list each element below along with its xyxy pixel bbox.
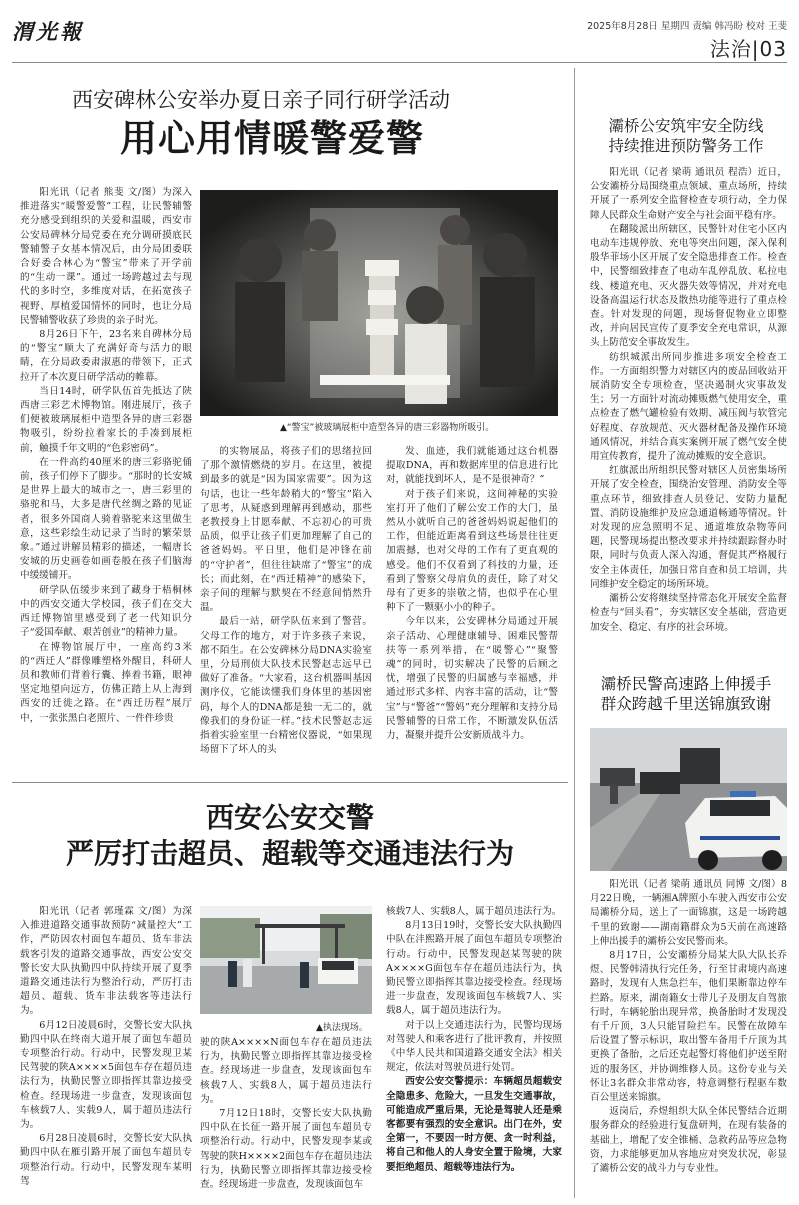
paragraph: 7月12日18时，交警长安大队执勤四中队在长征一路开展了面包车超员专项整治行动。行动中，民警发现李某或驾驶的陕H××××2面包车存在超员违法行为，执勤民警立即指挥其靠边接受检查。经现场进一步盘查，发现该面包车 [200, 1108, 372, 1191]
paragraph: 返岗后，乔煜组织大队全体民警结合近期服务群众的经验进行复盘研判，在现有装备的基础上，增配了安全锥桶、急救药品等应急物资，力求能够更加从容地应对突发状况，彰显了灞桥公安的战斗力与专业性。 [590, 1106, 787, 1175]
main-col2 [200, 445, 372, 765]
column-divider [574, 68, 575, 1198]
paragraph: 纺织城派出所同步推进多项安全检查工作。一方面组织警力对辖区内的废品回收站开展消防安全专项检查，坚决遏制火灾事故发生；另一方面针对流动摊贩燃气使用安全，重点检查了燃气罐检验有效期、减压阀与软管完好程度、存放规范、灭火器材配备及操作环境通风情况，并结合真实案例开展了燃气安全使用宣传教育，提升了流动摊贩的安全意识。 [590, 351, 787, 463]
paragraph: 8月17日，公安灞桥分局某大队大队长乔煜、民警韩清执行完任务，行至甘肃境内高速路时，发现有人焦急拦车，他们果断靠边停车拦路。原来，湖南籍女士带儿子及朋友自驾旅行时，车辆轮胎出现异常，换备胎时才发现没有千斤顶，3人只能冒险拦车。民警在故障车后设置了警示标识，取出警车备用千斤顶为其更换了备胎，之后还克起警灯将他们护送至附近的服务区，并协调维修人员。这份专业与关怀让3名群众非常动容，特意调整行程驱车数百公里送来锦旗。 [590, 950, 787, 1104]
section-label: 法治|03 [709, 37, 787, 61]
paragraph: 阳光讯（记者 梁萌 通讯员 程浩）近日，公安灞桥分局围绕重点领域、重点场所，持续开展了一系列安全监督检查专项行动，全力保障人民群众生命财产安全与社会面平稳有序。 [590, 167, 787, 221]
paragraph: 8月13日19时，交警长安大队执勤四中队在沣熙路开展了面包车超员专项整治行动。行动中，民警发现赵某驾驶的陕A××××G面包车存在超员违法行为，执勤民警立即指挥其靠边接受检查。经现场进一步盘查，发现该面包车核载7人、实载8人，属于超员违法行为。 [386, 920, 562, 1017]
headline-line: 持续推进预防警务工作 [608, 137, 764, 155]
main-kicker: 西安碑林公安举办夏日亲子同行研学活动 [72, 88, 450, 112]
museum-photo-caption: ▲“警宝”被玻璃展柜中造型各异的唐三彩器物所吸引。 [280, 423, 495, 433]
paragraph: 核载7人、实载8人，属于超员违法行为。 [386, 906, 562, 917]
paragraph: 6月12日凌晨6时，交警长安大队执勤四中队在终南大道开展了面包车超员专项整治行动。行动中，民警发现卫某民驾驶的陕A××××5面包车存在超员违法行为，执勤民警立即指挥其靠边接受检查。经现场进一步盘查，发现该面包车核载7人、实载9人，属于超员违法行为。 [20, 1019, 192, 1131]
paragraph: 8月26日下午，23名来自碑林分局的“警宝”顺大了充满好奇与活力的眼睛，在分局政委肃淑惠的带领下，正式拉开了本次夏日研学活动的帷幕。 [20, 329, 192, 383]
paragraph: 红旗派出所组织民警对辖区人员密集场所开展了安全检查，围绕治安管理、消防安全等重点环节，细致排查人员登记、安防力量配置、消防设施维护及应急通道畅通等情况。针对发现的应急照明不足、通道堆放杂物等问题，民警现场提出整改要求并持续跟踪督办时限，同时与负责人深入沟通，督促其严格履行安全主体责任，加强日常自查和员工培训，共同维护安全稳定的场所环境。 [590, 465, 787, 590]
side-top-headline [586, 116, 786, 156]
enforcement-photo [200, 906, 372, 1014]
traffic-col2 [200, 1036, 372, 1196]
paragraph: 当日14时，研学队伍首先抵达了陕西唐三彩艺术博物馆。刚进展厅，孩子们便被玻璃展柜中造型各异的唐三彩器物吸引，纷纷拉着家长的手凑到展柜前，触摸千年文明的“色彩密码”。 [20, 385, 192, 454]
headline-line: 灞桥民警高速路上伸援手 [600, 675, 772, 693]
enforcement-photo-caption: ▲执法现场。 [316, 1023, 368, 1033]
main-col1 [20, 186, 192, 766]
issue-info: 2025年8月28日 星期四 责编 韩冯盼 校对 王斐 [587, 21, 787, 32]
paragraph: 灞桥公安将继续坚持常态化开展安全监督检查与“回头看”，夯实辖区安全基础，营造更加安全、稳定、有序的社会环境。 [590, 593, 787, 633]
paragraph: 对于以上交通违法行为，民警均现场对驾驶人和乘客进行了批评教育，并按照《中华人民共和国道路交通安全法》相关规定，依法对驾驶员进行处罚。 [386, 1019, 562, 1074]
paragraph: 在一件高约40厘米的唐三彩骆驼俑前，孩子们停下了脚步。“那时的长安城是世界上最大的城市之一，唐三彩里的骆驼和马，大多是唐代丝绸之路的见证者，很多外国商人骑着骆驼来这里做生意，这些彩绘生动记录了当时的繁荣景象。”通过讲解员精彩的描述，一幅唐长安城的历史画卷如画卷般在孩子们脑海中缓缓铺开。 [20, 456, 192, 582]
main-headline: 用心用情暖警爱警 [120, 117, 424, 160]
header-rule [12, 62, 787, 63]
traffic-col1 [20, 905, 192, 1195]
safety-tip: 西安公安交警提示：车辆超员超载安全隐患多、危险大，一旦发生交通事故，可能造成严重后果，无论是驾驶人还是乘客都要有强烈的安全意识。出门在外，安全第一，不要因一时方便、贪一时利益，将自己和他人的人身安全置于险境，大家要拒绝超员、超载等违法行为。 [386, 1076, 562, 1173]
headline-line: 群众跨越千里送锦旗致谢 [600, 695, 772, 713]
police-car-photo [590, 728, 787, 871]
traffic-headline [12, 800, 568, 872]
main-col3 [386, 445, 558, 765]
newspaper-logo: 渭光報 [12, 19, 84, 44]
paragraph: 阳光讯（记者 梁萌 通讯员 同博 文/图）8月22日晚，一辆湘A牌照小车驶入西安市公安局灞桥分局，送上了一面锦旗，这是一场跨越千里的致谢——湖南籍群众为5天前在高速路上伸出援手的灞桥公安民警而来。 [590, 879, 787, 947]
paragraph: 的实物展品，将孩子们的思绪拉回了那个激情燃烧的岁月。在这里，被提到最多的就是“因为国家需要”。因为这句话，也让一些年龄稍大的“警宝”陷入了思考，从疑惑到理解再到感动，那些老教授身上甘愿奉献、不忘初心的可贵品质，似乎让孩子们更加理解了自己的爸爸妈妈。平日里，他们是冲锋在前的“守护者”，但往往缺席了“警宝”的成长；而此刻，在“西迁精神”的感染下，亲子间的理解与默契在不经意间悄然升温。 [200, 446, 372, 614]
side-bottom-headline [586, 674, 786, 714]
paragraph: 在博物馆展厅中，一座高约3米的“西迁人”群像雕塑格外醒目，科研人员和教师们背着行囊、捧着书籍，眼神坚定地望向远方，仿佛正踏上从上海到西安的迁徙之路。在“西迁历程”展厅中，一张张黑白老照片、一件件珍贵 [20, 641, 192, 724]
side-top-body [590, 166, 787, 644]
paragraph: 发、血迹，我们就能通过这台机器提取DNA，再和数据库里的信息进行比对，就能找到坏人，是不是很神奇？” [386, 446, 558, 486]
section-rule [12, 782, 568, 783]
paragraph: 阳光讯（记者 熊斐 文/图）为深入推进落实“暖警爱警”工程，让民警辅警充分感受到组织的关爱和温暖，西安市公安局碑林分局党委在充分调研摸底民警辅警子女基本情况后，由分局团委联合好委合林心为“警宝”带来了开学前的“生动一课”。通过一场跨越过去与现代的多时空，多维度对话，在拓宽孩子视野、厚植爱国情怀的同时，也让分局民警辅警收获了珍贵的亲子时光。 [20, 187, 192, 326]
paragraph: 在翻陵派出所辖区，民警针对住宅小区内电动车违规停放、充电等突出问题，深入保利殷华菲场小区开展了安全隐患排查工作。检查中，民警细致排查了电动车乱停乱放、私拉电线、楼道充电、灭火器失效等情况，并对充电设备高温运行状态及散热功能等进行了重点检查。针对发现的问题，现场督促物业立即整改，并向居民宣传了夏季安全充电常识，从源头上防范安全事故发生。 [590, 223, 787, 349]
paragraph: 对于孩子们来说，这间神秘的实验室打开了他们了解公安工作的大门，虽然从小就听自己的爸爸妈妈说起他们的工作，但能近距离看到这些场景往往更加震撼，也对父母的工作有了更直观的感受。他们不仅看到了科技的力量，还看到了警察父母肩负的责任，除了对父母有了更多的崇敬之情，也似乎在心里种下了一颗驱小小的种子。 [386, 488, 558, 614]
paragraph: 最后一站，研学队伍来到了警营。父母工作的地方，对于许多孩子来说，都不陌生。在公安碑林分局DNA实验室里，分局刑侦大队技术民警赵志远早已做好了准备。“大家看，这台机器叫基因测序仪，它能读懂我们身体里的基因密码，每个人的DNA都是独一无二的，就像我们的身份证一样。”技术民警赵志远指着实验室里一台精密仪器说，“如果现场留下了坏人的头 [200, 616, 372, 756]
paragraph: 研学队伍缓步来到了藏身于梧桐林中的西安交通大学校园，孩子们在交大西迁博物馆里感受到了老一代知识分子“爱国奉献、艰苦创业”的精神力量。 [20, 584, 192, 639]
paragraph: 今年以来，公安碑林分局通过开展亲子活动、心理健康辅导、困难民警帮扶等一系列举措，在“暖警心”“聚警魂”的同时，切实解决了民警的后顾之忧，增强了民警的归属感与幸福感，并通过形式多样、内容丰富的活动，让“警宝”与“警爸”“警妈”充分理解和支持分局民警辅警的日常工作，不断激发队伍活力，凝聚并提升公安新质战斗力。 [386, 616, 558, 742]
side-bottom-body [590, 878, 787, 1198]
paragraph: 阳光讯（记者 郭瑾霖 文/图）为深入推进道路交通事故预防“减量控大”工作，严防因农村面包车超员、货车非法载客引发的道路交通事故，西安公安交警长安大队执勤四中队持续开展了夏季道路交通违法行为整治行动，严厉打击超员、超载、货车非法载客等违法行为。 [20, 906, 192, 1017]
headline-line: 严厉打击超员、超载等交通违法行为 [65, 837, 514, 870]
museum-photo [200, 190, 558, 416]
paragraph: 驶的陕A××××N面包车存在超员违法行为，执勤民警立即指挥其靠边接受检查。经现场进一步盘查，发现该面包车核载7人、实载8人，属于超员违法行为。 [200, 1037, 372, 1105]
headline-line: 灞桥公安筑牢安全防线 [608, 117, 764, 135]
traffic-col3 [386, 905, 562, 1197]
headline-line: 西安公安交警 [205, 801, 374, 834]
paragraph: 6月28日凌晨6时，交警长安大队执勤四中队在雁引路开展了面包车超员专项整治行动。行动中，民警发现车某明驾 [20, 1133, 192, 1187]
